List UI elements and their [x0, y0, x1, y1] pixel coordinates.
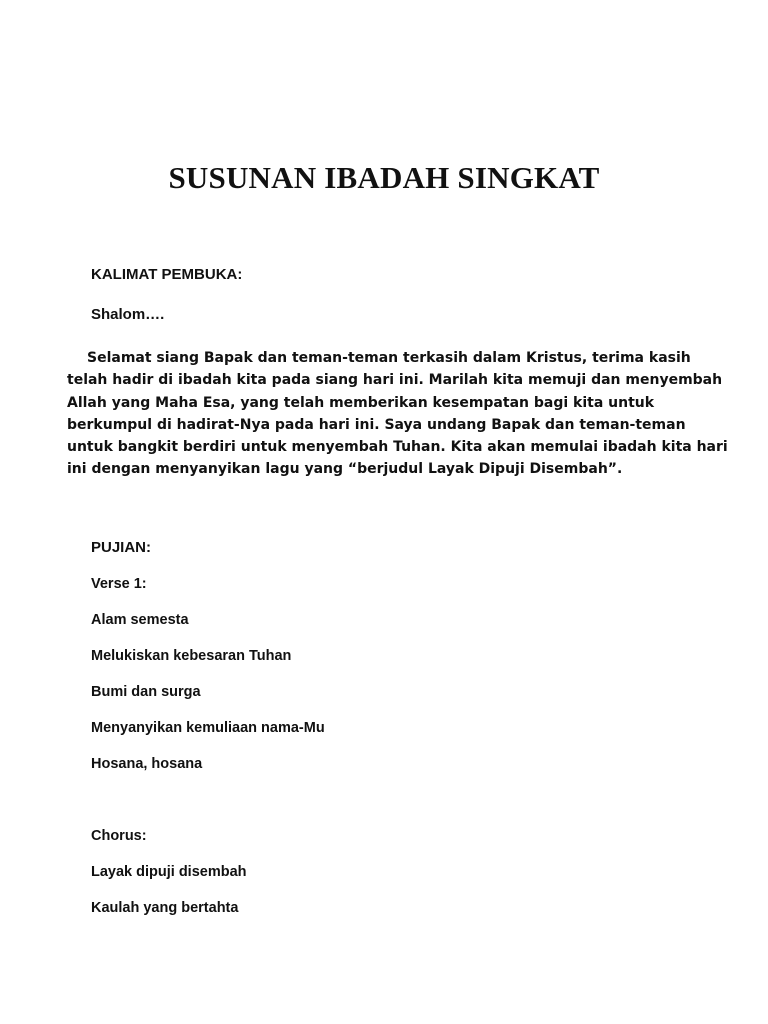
greeting-text: Shalom….: [91, 306, 165, 323]
verse-line: Menyanyikan kemuliaan nama-Mu: [91, 720, 325, 736]
paragraph-line: ini dengan menyanyikan lagu yang “berjudul Layak Dipuji Disembah”.: [67, 461, 623, 478]
verse-line: Alam semesta: [91, 612, 189, 628]
chorus-line: Layak dipuji disembah: [91, 864, 247, 880]
paragraph-line: Allah yang Maha Esa, yang telah memberikan kesempatan bagi kita untuk: [67, 394, 655, 411]
verse-line: Hosana, hosana: [91, 756, 203, 772]
chorus-line: Kaulah yang bertahta: [91, 900, 239, 916]
opening-paragraph: [67, 347, 728, 481]
verse-label: Verse 1:: [91, 576, 147, 592]
paragraph-line: telah hadir di ibadah kita pada siang hari ini. Marilah kita memuji dan menyembah: [67, 372, 723, 389]
paragraph-line: Selamat siang Bapak dan teman-teman terkasih dalam Kristus, terima kasih: [87, 350, 691, 366]
praise-heading: PUJIAN:: [91, 539, 152, 556]
verse-line: Melukiskan kebesaran Tuhan: [91, 648, 292, 664]
document-title: SUSUNAN IBADAH SINGKAT: [168, 160, 600, 195]
paragraph-line: berkumpul di hadirat-Nya pada hari ini. Saya undang Bapak dan teman-teman: [67, 416, 686, 433]
opening-heading: KALIMAT PEMBUKA:: [91, 266, 243, 283]
chorus-label: Chorus:: [91, 828, 147, 844]
verse-line: Bumi dan surga: [91, 684, 201, 700]
paragraph-line: untuk bangkit berdiri untuk menyembah Tuhan. Kita akan memulai ibadah kita hari: [67, 439, 728, 456]
